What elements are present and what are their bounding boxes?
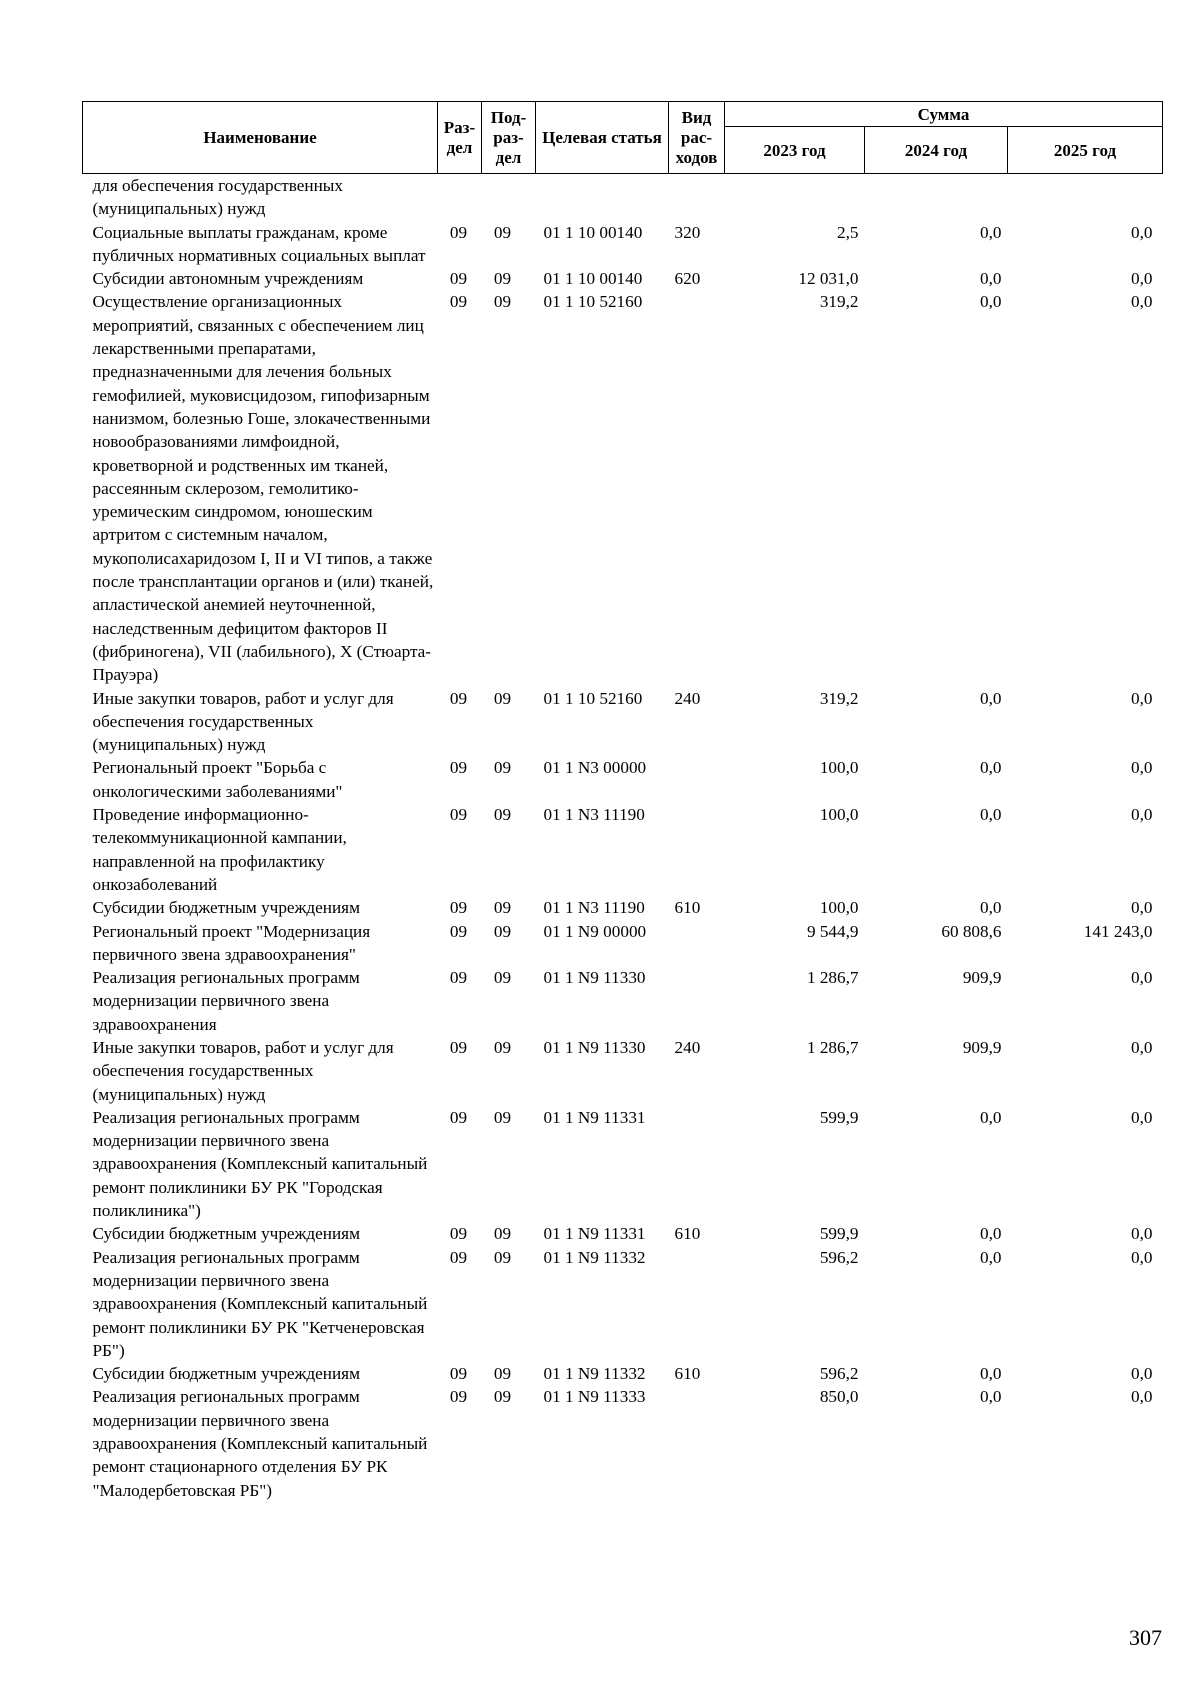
row-vid-rashodov <box>669 966 725 1036</box>
table-row <box>83 1222 1163 1245</box>
row-celevaya-statya: 01 1 10 00140 <box>543 269 643 289</box>
row-celevaya-statya: 01 1 N3 00000 <box>543 758 647 778</box>
row-sum-2024: 909,9 <box>962 1037 1002 1057</box>
row-razdel: 09 <box>449 758 468 778</box>
row-podrazdel: 09 <box>493 805 512 825</box>
row-razdel: 09 <box>449 1247 468 1267</box>
row-razdel: 09 <box>449 1224 468 1244</box>
row-sum-2024: 0,0 <box>980 758 1002 778</box>
row-sum-2025: 0,0 <box>1131 292 1153 312</box>
row-sum-2025 <box>1008 174 1163 221</box>
row-name: Социальные выплаты гражданам, кроме публичных нормативных социальных выплат <box>92 222 426 265</box>
header-year-2024: 2024 год <box>865 127 1008 174</box>
row-vid-rashodov: 610 <box>674 1364 701 1384</box>
row-podrazdel <box>482 174 536 221</box>
row-sum-2023: 1 286,7 <box>806 1037 859 1057</box>
row-razdel: 09 <box>449 898 468 918</box>
row-podrazdel: 09 <box>493 1037 512 1057</box>
row-sum-2023: 1 286,7 <box>806 968 859 988</box>
row-razdel <box>438 174 482 221</box>
row-podrazdel: 09 <box>493 1364 512 1384</box>
row-celevaya-statya: 01 1 10 52160 <box>543 688 643 708</box>
row-name: Иные закупки товаров, работ и услуг для обеспечения государственных (муниципальных) нужд <box>92 1037 394 1104</box>
header-year-2025: 2025 год <box>1008 127 1163 174</box>
row-sum-2023: 100,0 <box>819 805 859 825</box>
row-name: Реализация региональных программ модернизации первичного звена здравоохранения (Комплексный капитальный ремонт поликлиники БУ РК "Кетченеровская РБ") <box>92 1247 428 1360</box>
row-celevaya-statya: 01 1 N9 00000 <box>543 921 647 941</box>
row-razdel: 09 <box>449 222 468 242</box>
row-sum-2023: 9 544,9 <box>806 921 859 941</box>
row-podrazdel: 09 <box>493 1224 512 1244</box>
table-row <box>83 896 1163 919</box>
row-sum-2023: 850,0 <box>819 1387 859 1407</box>
row-podrazdel: 09 <box>493 688 512 708</box>
row-name: Субсидии автономным учреждениям <box>92 269 364 289</box>
row-razdel: 09 <box>449 269 468 289</box>
page-number: 307 <box>1129 1625 1162 1650</box>
row-name: Субсидии бюджетным учреждениям <box>92 898 360 918</box>
table-row <box>83 687 1163 757</box>
row-razdel: 09 <box>449 968 468 988</box>
row-celevaya-statya: 01 1 N3 11190 <box>543 805 645 825</box>
row-sum-2024: 0,0 <box>980 1247 1002 1267</box>
row-podrazdel: 09 <box>493 1387 512 1407</box>
row-sum-2025: 0,0 <box>1131 1037 1153 1057</box>
row-celevaya-statya: 01 1 N9 11331 <box>543 1224 646 1244</box>
row-sum-2025: 0,0 <box>1131 968 1153 988</box>
table-row <box>83 803 1163 896</box>
row-vid-rashodov <box>669 174 725 221</box>
row-sum-2023: 599,9 <box>819 1107 859 1127</box>
row-sum-2024: 0,0 <box>980 898 1002 918</box>
table-row <box>83 920 1163 967</box>
row-sum-2023: 100,0 <box>819 898 859 918</box>
table-row <box>83 1106 1163 1222</box>
row-razdel: 09 <box>449 921 468 941</box>
header-year-2023: 2023 год <box>725 127 865 174</box>
row-vid-rashodov: 610 <box>674 1224 701 1244</box>
row-podrazdel: 09 <box>493 758 512 778</box>
row-vid-rashodov: 240 <box>674 1037 701 1057</box>
header-razdel: Раз-дел <box>438 102 482 174</box>
table-body <box>83 174 1163 1502</box>
header-podrazdel: Под-раз-дел <box>482 102 536 174</box>
row-sum-2025: 0,0 <box>1131 758 1153 778</box>
row-vid-rashodov <box>669 290 725 686</box>
row-celevaya-statya: 01 1 N9 11333 <box>543 1387 646 1407</box>
row-sum-2023: 100,0 <box>819 758 859 778</box>
row-sum-2025: 0,0 <box>1131 1107 1153 1127</box>
row-name: Реализация региональных программ модернизации первичного звена здравоохранения (Комплексный капитальный ремонт поликлиники БУ РК "Городская поликлиника") <box>92 1107 428 1221</box>
row-sum-2023: 319,2 <box>819 292 859 312</box>
row-podrazdel: 09 <box>493 1107 512 1127</box>
row-podrazdel: 09 <box>493 292 512 312</box>
table-row <box>83 174 1163 221</box>
row-sum-2023: 12 031,0 <box>798 269 859 289</box>
row-celevaya-statya: 01 1 N9 11330 <box>543 968 646 988</box>
row-sum-2025: 0,0 <box>1131 269 1153 289</box>
row-sum-2024: 0,0 <box>980 1224 1002 1244</box>
header-name: Наименование <box>83 102 438 174</box>
table-row <box>83 1246 1163 1362</box>
row-razdel: 09 <box>449 1107 468 1127</box>
row-vid-rashodov <box>669 756 725 803</box>
budget-table <box>82 101 1163 1502</box>
table-row <box>83 1385 1163 1501</box>
row-celevaya-statya: 01 1 10 00140 <box>543 222 643 242</box>
row-celevaya-statya: 01 1 N9 11332 <box>543 1364 646 1384</box>
row-name: Проведение информационно-телекоммуникационной кампании, направленной на профилактику онкозаболеваний <box>92 805 347 894</box>
row-sum-2025: 0,0 <box>1131 1387 1153 1407</box>
row-sum-2025: 0,0 <box>1131 1364 1153 1384</box>
row-razdel: 09 <box>449 805 468 825</box>
row-name: Реализация региональных программ модернизации первичного звена здравоохранения <box>92 968 360 1034</box>
table-row <box>83 756 1163 803</box>
row-celevaya-statya: 01 1 10 52160 <box>543 292 643 312</box>
row-vid-rashodov: 240 <box>674 688 701 708</box>
row-vid-rashodov: 610 <box>674 898 701 918</box>
row-vid-rashodov <box>669 1246 725 1362</box>
table-row <box>83 267 1163 290</box>
row-name: Иные закупки товаров, работ и услуг для обеспечения государственных (муниципальных) нужд <box>92 688 394 755</box>
row-sum-2024: 0,0 <box>980 222 1002 242</box>
row-name: Региональный проект "Модернизация первичного звена здравоохранения" <box>92 921 371 964</box>
header-vid-rashodov: Вид рас-ходов <box>669 102 725 174</box>
header-summa: Сумма <box>725 102 1163 127</box>
row-razdel: 09 <box>449 1037 468 1057</box>
table-row <box>83 966 1163 1036</box>
row-celevaya-statya: 01 1 N9 11330 <box>543 1037 646 1057</box>
table-header <box>83 102 1163 174</box>
row-sum-2024: 0,0 <box>980 688 1002 708</box>
row-sum-2024: 0,0 <box>980 1107 1002 1127</box>
row-sum-2025: 0,0 <box>1131 222 1153 242</box>
row-razdel: 09 <box>449 688 468 708</box>
row-razdel: 09 <box>449 292 468 312</box>
row-sum-2024: 60 808,6 <box>941 921 1002 941</box>
row-podrazdel: 09 <box>493 269 512 289</box>
table-row <box>83 290 1163 686</box>
row-sum-2024: 0,0 <box>980 1387 1002 1407</box>
table-row <box>83 1362 1163 1385</box>
row-celevaya-statya: 01 1 N3 11190 <box>543 898 645 918</box>
row-podrazdel: 09 <box>493 1247 512 1267</box>
row-podrazdel: 09 <box>493 968 512 988</box>
row-sum-2025: 0,0 <box>1131 805 1153 825</box>
row-sum-2025: 0,0 <box>1131 898 1153 918</box>
table-row <box>83 1036 1163 1106</box>
row-sum-2024: 0,0 <box>980 269 1002 289</box>
row-sum-2024: 909,9 <box>962 968 1002 988</box>
row-name: Субсидии бюджетным учреждениям <box>92 1224 360 1244</box>
header-celevaya-statya: Целевая статья <box>536 102 669 174</box>
row-razdel: 09 <box>449 1387 468 1407</box>
row-sum-2023: 319,2 <box>819 688 859 708</box>
row-sum-2024: 0,0 <box>980 292 1002 312</box>
row-name: Региональный проект "Борьба с онкологическими заболеваниями" <box>92 758 343 801</box>
row-celevaya-statya: 01 1 N9 11331 <box>543 1107 646 1127</box>
row-sum-2025: 141 243,0 <box>1083 921 1153 941</box>
row-vid-rashodov <box>669 803 725 896</box>
row-vid-rashodov <box>669 920 725 967</box>
row-vid-rashodov <box>669 1106 725 1222</box>
row-celevaya-statya: 01 1 N9 11332 <box>543 1247 646 1267</box>
row-podrazdel: 09 <box>493 921 512 941</box>
row-sum-2025: 0,0 <box>1131 1224 1153 1244</box>
row-podrazdel: 09 <box>493 898 512 918</box>
row-sum-2023: 599,9 <box>819 1224 859 1244</box>
row-sum-2024: 0,0 <box>980 805 1002 825</box>
row-sum-2023 <box>725 174 865 221</box>
row-sum-2025: 0,0 <box>1131 688 1153 708</box>
table-row <box>83 221 1163 268</box>
row-celevaya-statya <box>536 174 669 221</box>
row-name: для обеспечения государственных (муниципальных) нужд <box>92 176 343 219</box>
row-razdel: 09 <box>449 1364 468 1384</box>
row-podrazdel: 09 <box>493 222 512 242</box>
row-name: Осуществление организационных мероприятий, связанных с обеспечением лиц лекарственными препаратами, предназначенными для лечения больных гемофилией, муковисцидозом, гипофизарным нанизмом, болезнью Гоше, злокачественными новообразованиями лимфоидной, кроветворной и родственных им тканей, рассеянным склерозом, гемолитико-уремическим синдромом, юношеским артритом с системным началом, мукополисахаридозом I, II и VI типов, а также после трансплантации органов и (или) тканей, апластической анемией неуточненной, наследственным дефицитом факторов II (фибриногена), VII (лабильного), X (Стюарта-Прауэра) <box>92 292 434 685</box>
row-sum-2023: 596,2 <box>819 1247 859 1267</box>
row-name: Реализация региональных программ модернизации первичного звена здравоохранения (Комплексный капитальный ремонт стационарного отделения БУ РК "Малодербетовская РБ") <box>92 1387 428 1500</box>
row-sum-2024: 0,0 <box>980 1364 1002 1384</box>
row-name: Субсидии бюджетным учреждениям <box>92 1364 360 1384</box>
row-sum-2023: 2,5 <box>837 222 859 242</box>
row-vid-rashodov <box>669 1385 725 1501</box>
row-sum-2025: 0,0 <box>1131 1247 1153 1267</box>
row-vid-rashodov: 320 <box>674 222 701 242</box>
row-sum-2024 <box>865 174 1008 221</box>
row-sum-2023: 596,2 <box>819 1364 859 1384</box>
row-vid-rashodov: 620 <box>674 269 701 289</box>
